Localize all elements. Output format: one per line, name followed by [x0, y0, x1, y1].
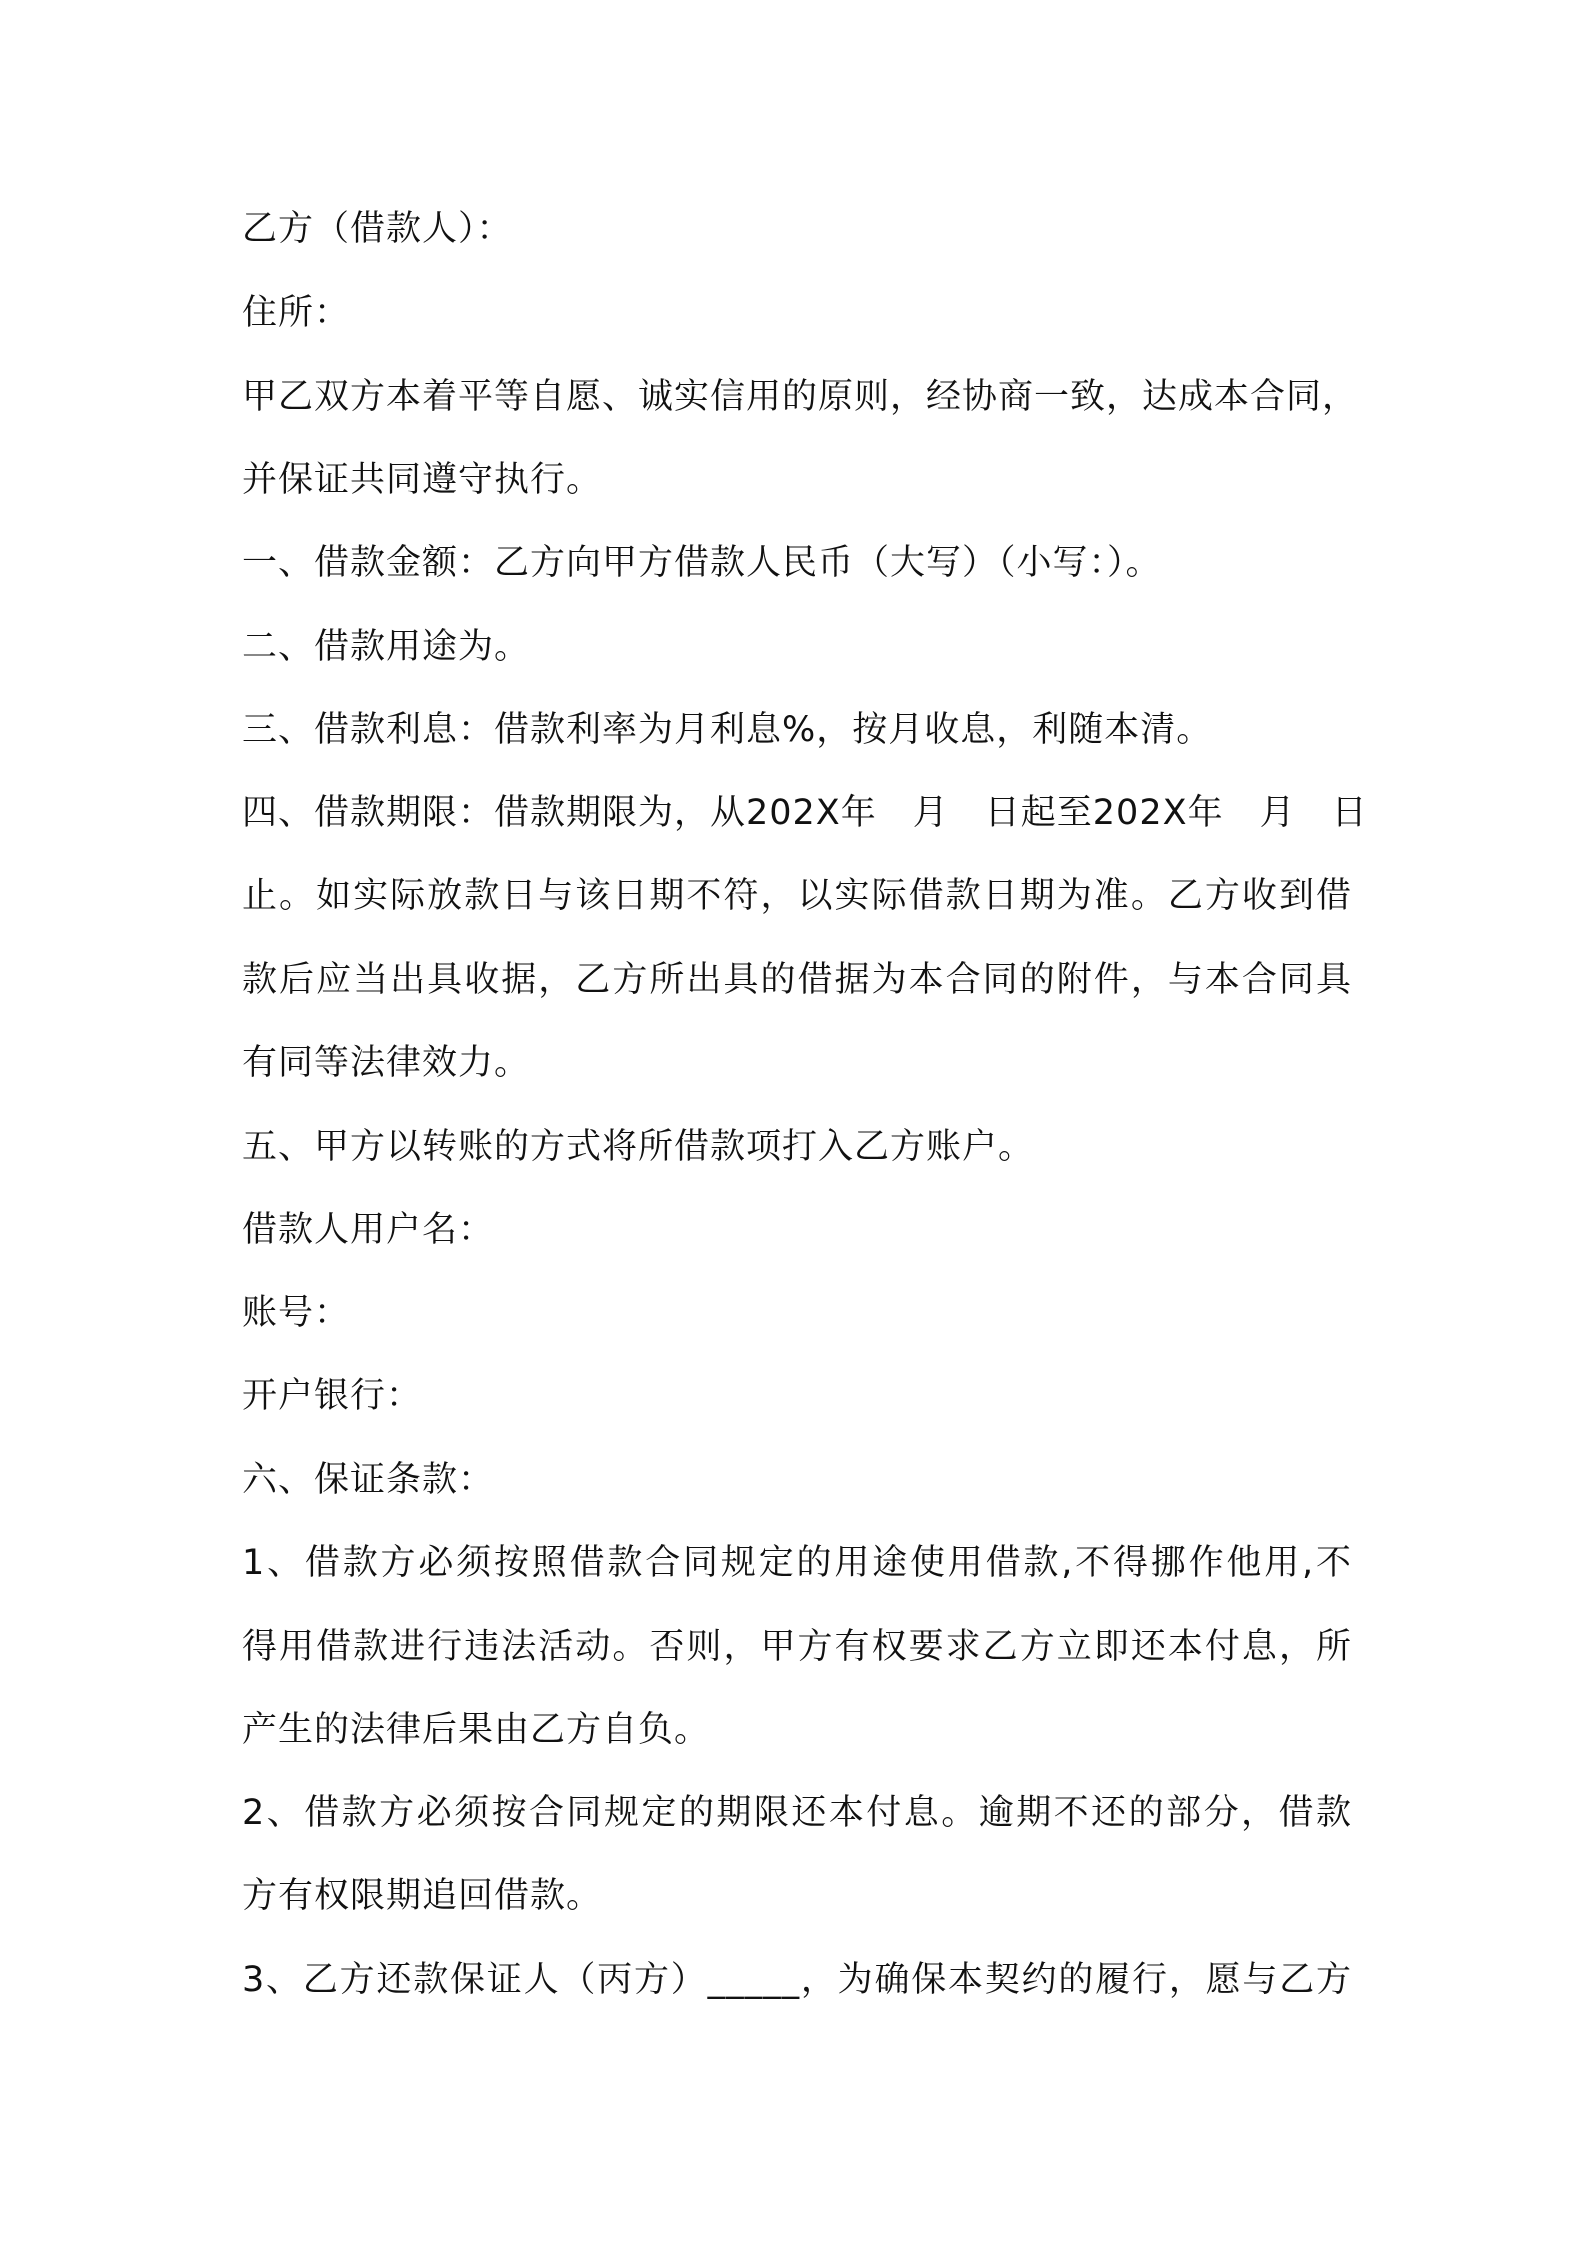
guarantee-item-2-line-1: 2、借款方必须按合同规定的期限还本付息。逾期不还的部分，借款 — [242, 1793, 1352, 1833]
clause-2-purpose: 二、借款用途为。 — [242, 627, 531, 667]
borrower-account-name-line: 借款人用户名： — [242, 1210, 495, 1250]
clause-3-interest: 三、借款利息：借款利率为月利息%，按月收息，利随本清。 — [242, 710, 1213, 750]
clause-5-transfer: 五、甲方以转账的方式将所借款项打入乙方账户。 — [242, 1127, 1035, 1167]
account-number-line: 账号： — [242, 1293, 351, 1333]
intro-paragraph-line-1: 甲乙双方本着平等自愿、诚实信用的原则，经协商一致，达成本合同， — [242, 377, 1359, 417]
guarantee-item-1-line-1: 1、借款方必须按照借款合同规定的用途使用借款,不得挪作他用,不 — [242, 1543, 1352, 1583]
clause-4-term-line-3: 款后应当出具收据，乙方所出具的借据为本合同的附件，与本合同具 — [242, 960, 1352, 1000]
guarantee-item-2-line-2: 方有权限期追回借款。 — [242, 1876, 603, 1916]
guarantee-item-1-line-2: 得用借款进行违法活动。否则，甲方有权要求乙方立即还本付息，所 — [242, 1627, 1352, 1667]
clause-1-amount: 一、借款金额：乙方向甲方借款人民币（大写）（小写：）。 — [242, 543, 1162, 583]
intro-paragraph-line-2: 并保证共同遵守执行。 — [242, 460, 603, 500]
clause-4-term-line-1: 四、借款期限：借款期限为，从202X年 月 日起至202X年 月 日 — [242, 793, 1368, 833]
residence-line: 住所： — [242, 293, 351, 333]
guarantee-item-1-line-3: 产生的法律后果由乙方自负。 — [242, 1710, 711, 1750]
guarantee-item-3-line-1: 3、乙方还款保证人（丙方）_____，为确保本契约的履行，愿与乙方 — [242, 1960, 1352, 2000]
clause-6-guarantee-heading: 六、保证条款： — [242, 1460, 495, 1500]
bank-name-line: 开户银行： — [242, 1376, 423, 1416]
party-b-borrower-line: 乙方（借款人）： — [242, 209, 513, 249]
clause-4-term-line-4: 有同等法律效力。 — [242, 1043, 531, 1083]
clause-4-term-line-2: 止。如实际放款日与该日期不符，以实际借款日期为准。乙方收到借 — [242, 876, 1352, 916]
